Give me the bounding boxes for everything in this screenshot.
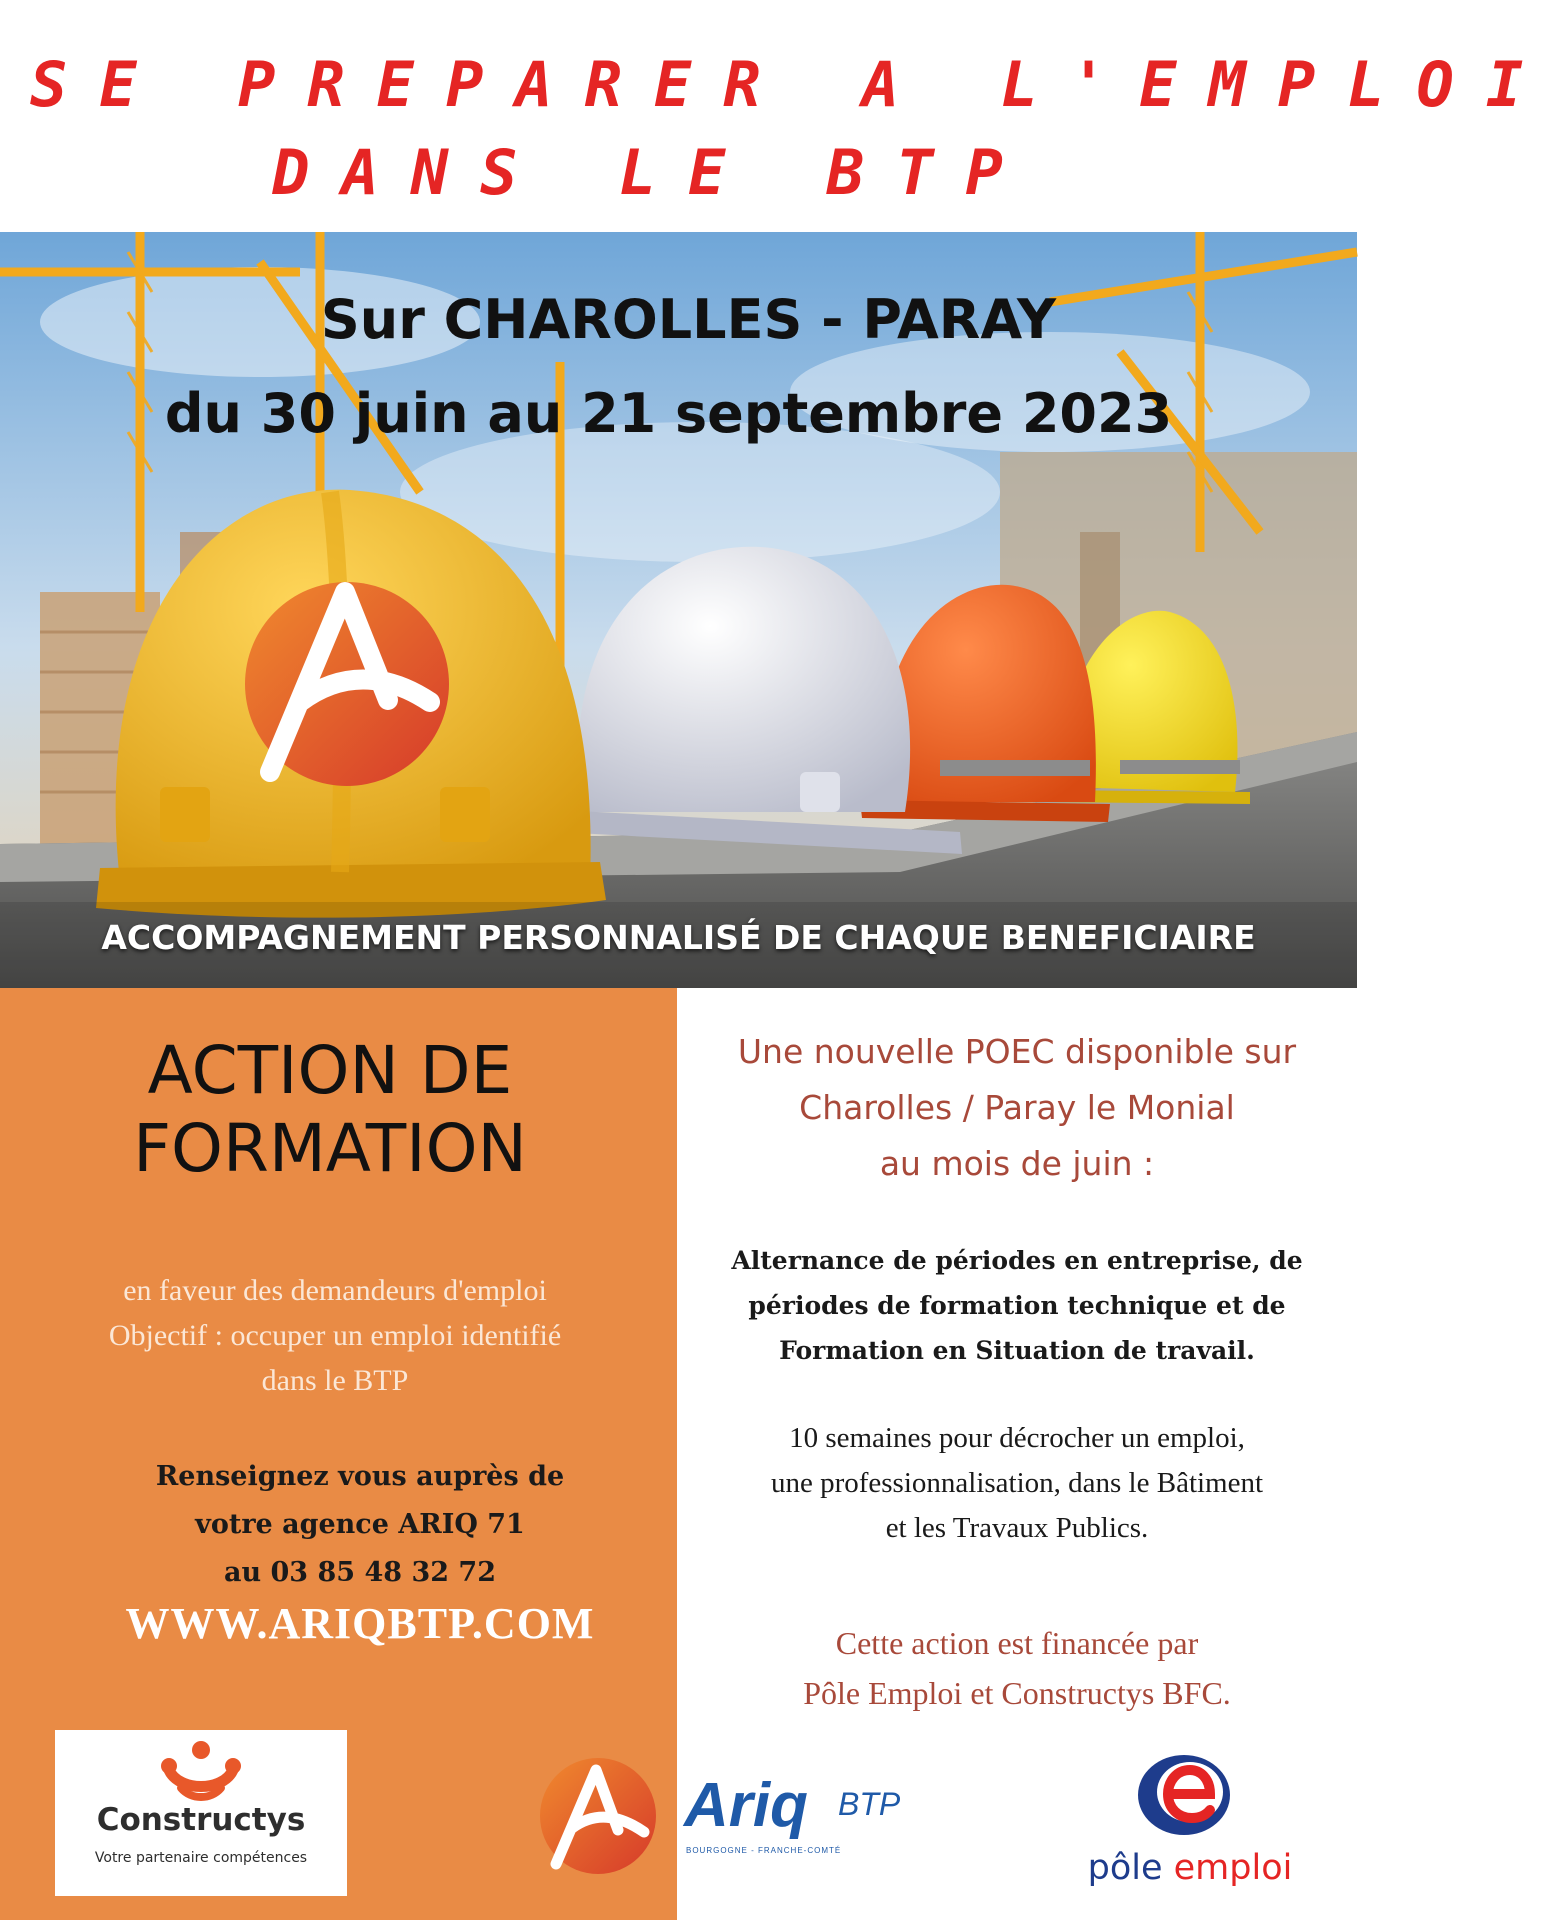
- action-title-line-1: ACTION DE: [147, 1032, 513, 1109]
- alt-line-3: Formation en Situation de travail.: [779, 1336, 1255, 1365]
- pole-emploi-wordmark: [1070, 1848, 1310, 1888]
- hero-photo: [0, 232, 1357, 988]
- page-title-line-1: SE PREPARER A L'EMPLOI: [30, 48, 1555, 121]
- ariq-region: BOURGOGNE - FRANCHE-COMTÉ: [686, 1846, 842, 1855]
- fin-line-2: Pôle Emploi et Constructys BFC.: [803, 1675, 1231, 1711]
- poec-line-1: Une nouvelle POEC disponible sur: [737, 1032, 1297, 1071]
- action-title: [0, 1032, 660, 1188]
- poec-line-3: au mois de juin :: [879, 1144, 1155, 1183]
- desc-line-2: Objectif : occuper un emploi identifié: [108, 1319, 562, 1352]
- constructys-name: Constructys: [96, 1802, 306, 1838]
- ariq-btp-suffix: BTP: [838, 1786, 901, 1822]
- pole-word: pôle: [1087, 1848, 1174, 1888]
- website-link[interactable]: WWW.ARIQBTP.COM: [125, 1599, 595, 1648]
- alt-line-1: Alternance de périodes en entreprise, de: [731, 1246, 1303, 1275]
- page-title-line-2: DANS LE BTP: [272, 136, 1035, 209]
- alt-line-2: périodes de formation technique et de: [748, 1291, 1286, 1320]
- desc-line-3: dans le BTP: [261, 1364, 409, 1397]
- ariq-logo-icon: [538, 1756, 658, 1876]
- sem-line-1: 10 semaines pour décrocher un emploi,: [789, 1422, 1245, 1454]
- sem-line-3: et les Travaux Publics.: [885, 1512, 1149, 1544]
- action-title-line-2: FORMATION: [133, 1110, 527, 1187]
- location-heading: Sur CHAROLLES - PARAY: [320, 288, 1057, 351]
- poec-announcement: [677, 1024, 1357, 1192]
- funding-note: [677, 1618, 1357, 1718]
- date-heading: du 30 juin au 21 septembre 2023: [164, 382, 1173, 445]
- contact-line-1: Renseignez vous auprès de: [155, 1461, 565, 1492]
- duration-description: [677, 1416, 1357, 1551]
- ariq-helmet-logo: [245, 582, 449, 786]
- fin-line-1: Cette action est financée par: [835, 1625, 1199, 1661]
- target-description: [0, 1268, 670, 1403]
- header: [0, 0, 1555, 232]
- constructys-tagline: Votre partenaire compétences: [94, 1850, 308, 1866]
- contact-phone[interactable]: au 03 85 48 32 72: [224, 1557, 496, 1588]
- alternance-description: [677, 1238, 1357, 1373]
- sem-line-2: une professionnalisation, dans le Bâtiment: [770, 1467, 1264, 1499]
- pole-emploi-logo-icon: [1134, 1752, 1234, 1838]
- constructys-logo: [55, 1730, 347, 1896]
- contact-info: [0, 1453, 720, 1597]
- emploi-word: emploi: [1173, 1848, 1293, 1888]
- poec-line-2: Charolles / Paray le Monial: [799, 1088, 1235, 1127]
- contact-line-2: votre agence ARIQ 71: [195, 1509, 525, 1540]
- ariq-wordmark: Ariq: [684, 1771, 808, 1840]
- accompaniment-banner: ACCOMPAGNEMENT PERSONNALISÉ DE CHAQUE BENEFICIAIRE: [101, 918, 1256, 957]
- constructys-people-icon: [55, 1730, 347, 1810]
- desc-line-1: en faveur des demandeurs d'emploi: [123, 1274, 547, 1307]
